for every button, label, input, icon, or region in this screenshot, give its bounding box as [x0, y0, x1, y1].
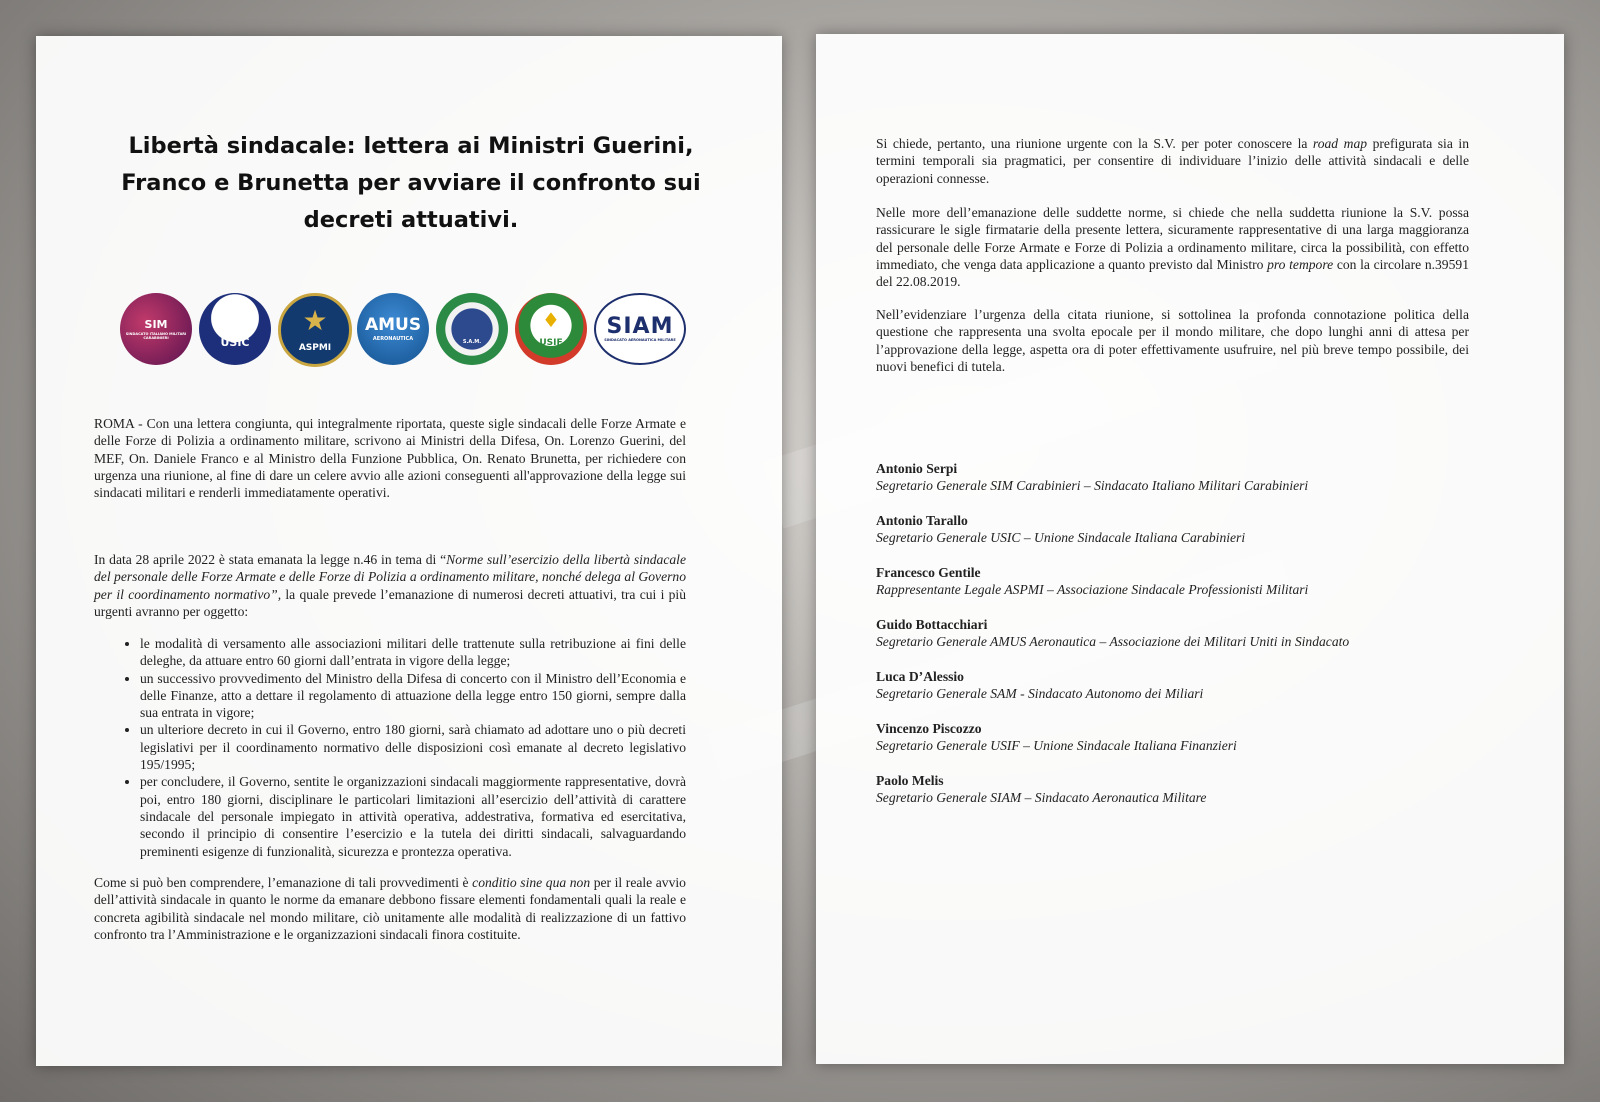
- urgency-paragraph: Nell’evidenziare l’urgenza della citata riunione, si sottolinea la profonda connotazione politica della questione che rappresenta una svolta epocale per il mondo militare, che dopo lunghi anni di attesa per l’approvazione della legge, aspetta ora di poter effettivamente usufruire, nel più breve tempo possibile, dei nuovi benefici di tutela.: [876, 307, 1469, 374]
- signatory-role: Segretario Generale SIAM – Sindacato Aeronautica Militare: [876, 790, 1207, 806]
- signatory-role: Rappresentante Legale ASPMI – Associazione Sindacale Professionisti Militari: [876, 582, 1309, 598]
- list-item: • per concludere, il Governo, sentite le organizzazioni sindacali maggiormente rappresentative, dovrà poi, entro 180 giorni, disciplinare le particolari limitazioni all’esercizio dell’attività di carattere sindacale del personale impiegato in attività operativa, addestrativa, formativa ed esercitativa, secondo il principio di consentire l’esercizio e la tutela dei diritti sindacali, salvaguardando preminenti esigenze di funzionalità, sicurezza e prontezza operativa.: [140, 773, 686, 859]
- star-icon: ★: [302, 303, 328, 337]
- list-item: • le modalità di versamento alle associazioni militari delle trattenute sulla retribuzione ai fini delle deleghe, da attuare entro 60 giorni dall’entrata in vigore della legge;: [140, 635, 686, 670]
- signatory-name: Guido Bottacchiari: [876, 617, 988, 632]
- signatory-role: Segretario Generale USIC – Unione Sindacale Italiana Carabinieri: [876, 530, 1246, 546]
- signatory-name: Vincenzo Piscozzo: [876, 721, 982, 736]
- signatory-role: Segretario Generale SAM - Sindacato Autonomo dei Miliari: [876, 686, 1204, 702]
- sam-logo: S.A.M.: [436, 293, 508, 365]
- usif-logo: ♦ USIF: [515, 293, 587, 365]
- signatory-name: Antonio Serpi: [876, 461, 958, 476]
- document-page-right: [816, 34, 1564, 1064]
- signatory-name: Paolo Melis: [876, 773, 944, 788]
- reassurance-paragraph: Nelle more dell’emanazione delle suddette norme, si chiede che nella suddetta riunione la S.V. possa rassicurare le sigle firmatarie della presente lettera, sicuramente rappresentative di una larga maggioranza del personale delle Forze Armate e Forze di Polizia a ordinamento militare, circa la possibilità, con effetto immediato, che venga data applicazione a quanto previsto dal Ministro pro tempore con la circolare n.39591 del 22.08.2019.: [876, 205, 1469, 290]
- signatory-name: Antonio Tarallo: [876, 513, 968, 528]
- list-item: • un successivo provvedimento del Ministro della Difesa di concerto con il Ministro dell’Economia e delle Finanze, atto a dettare il regolamento di attuazione della legge entro 150 giorni, sempre dalla sua entrata in vigore;: [140, 670, 686, 722]
- signatory-block: [876, 564, 1308, 599]
- signatory-block: [876, 616, 1349, 651]
- amus-logo: AMUS AERONAUTICA: [357, 293, 429, 365]
- document-page-left: [36, 36, 782, 1066]
- signatory-role: Segretario Generale USIF – Unione Sindacale Italiana Finanzieri: [876, 738, 1237, 754]
- signatory-role: Segretario Generale SIM Carabinieri – Sindacato Italiano Militari Carabinieri: [876, 478, 1309, 494]
- union-logos-row: [120, 293, 690, 373]
- sim-carabinieri-logo: SIM SINDACATO ITALIANO MILITARI CARABINIERI: [120, 293, 192, 365]
- signatory-block: [876, 512, 1245, 547]
- flame-icon: ♦: [542, 307, 560, 332]
- law-paragraph: In data 28 aprile 2022 è stata emanata la legge n.46 in tema di “Norme sull’esercizio della libertà sindacale del personale delle Forze Armate e delle Forze di Polizia a ordinamento militare, nonché delega al Governo per il coordinamento normativo”, la quale prevede l’emanazione di numerosi decreti attuativi, tra cui i più urgenti avranno per oggetto:: [94, 552, 686, 619]
- signatory-name: Luca D’Alessio: [876, 669, 964, 684]
- signatory-block: [876, 460, 1308, 495]
- usic-logo: USIC: [199, 293, 271, 365]
- meeting-request-paragraph: Si chiede, pertanto, una riunione urgente con la S.V. per poter conoscere la road map prefigurata sia in termini temporali sia pragmatici, per consentire di individuare l’inizio delle attività sindacali e delle operazioni connesse.: [876, 136, 1469, 186]
- signatory-block: [876, 772, 1206, 807]
- intro-paragraph: ROMA - Con una lettera congiunta, qui integralmente riportata, queste sigle sindacali delle Forze Armate e delle Forze di Polizia a ordinamento militare, scrivono ai Ministri della Difesa, On. Lorenzo Guerini, del MEF, On. Daniele Franco e al Ministro della Funzione Pubblica, On. Renato Brunetta, per richiedere con urgenza una riunione, al fine di dare un celere avvio alle azioni conseguenti all'approvazione della legge sui sindacati militari e renderli immediatamente operativi.: [94, 416, 686, 501]
- siam-logo: SIAM SINDACATO AERONAUTICA MILITARE: [594, 293, 686, 365]
- list-item: • un ulteriore decreto in cui il Governo, entro 180 giorni, sarà chiamato ad adottare uno o più decreti legislativi per il coordinamento normativo delle disposizioni così emanate al decreto legislativo 195/1995;: [140, 721, 686, 773]
- conditio-paragraph: Come si può ben comprendere, l’emanazione di tali provvedimenti è conditio sine qua non per il reale avvio dell’attività sindacale in quanto le norme da emanare debbono fissare elementi fondamentali quali la reale e concreta agibilità sindacale nel mondo militare, ciò unitamente alle modalità di realizzazione di un fattivo confronto tra l’Amministrazione e le organizzazioni sindacali finora costituite.: [94, 875, 686, 942]
- signatory-block: [876, 720, 1237, 755]
- decrees-bullet-list: [94, 635, 686, 860]
- aspmi-logo: ★ ASPMI: [278, 293, 352, 367]
- signatory-block: [876, 668, 1203, 703]
- page-title: Libertà sindacale: lettera ai Ministri Guerini, Franco e Brunetta per avviare il confronto sui decreti attuativi.: [121, 133, 701, 233]
- signatory-role: Segretario Generale AMUS Aeronautica – Associazione dei Militari Uniti in Sindacato: [876, 634, 1350, 650]
- signatory-name: Francesco Gentile: [876, 565, 981, 580]
